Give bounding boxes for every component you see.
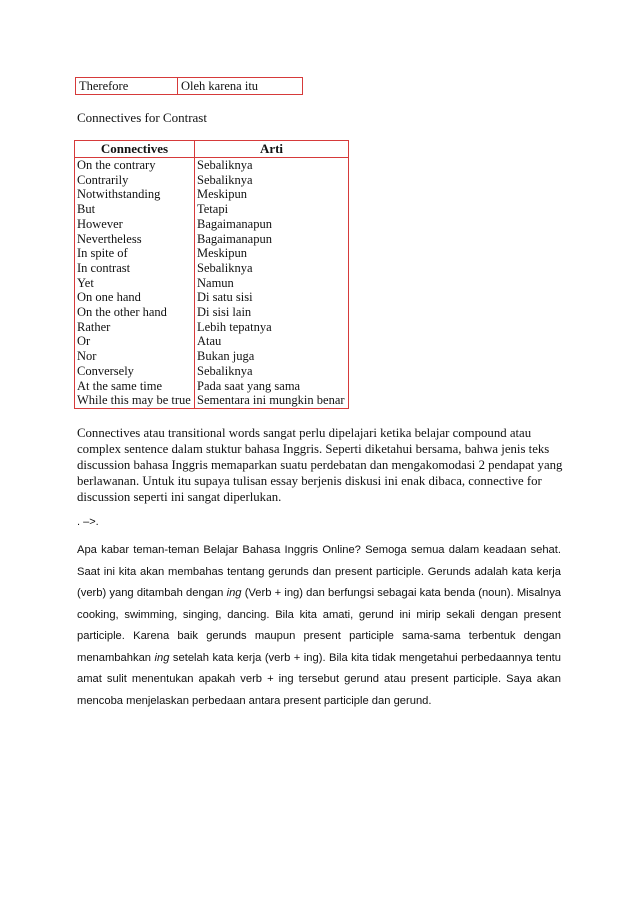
- arti-cell: Tetapi: [197, 202, 229, 217]
- connective-cell: Rather: [75, 320, 195, 335]
- connective-cell: At the same time: [75, 379, 195, 394]
- table-row: [75, 232, 349, 247]
- arti-cell: Lebih tepatnya: [197, 319, 272, 334]
- table-row: [75, 364, 349, 379]
- arti-cell: Di satu sisi: [197, 290, 253, 305]
- arti-cell: Pada saat yang sama: [197, 378, 301, 393]
- arti-cell: Atau: [197, 334, 222, 349]
- paragraph-connectives: Connectives atau transitional words sangat perlu dipelajari ketika belajar compound atau complex sentence dalam stuktur bahasa Inggris. Seperti diketahui bersama, bahwa jenis teks discussion bahasa Inggris memaparkan suatu perdebatan dan mengakomodasi 2 pendapat yang berlawanan. Untuk itu supaya tulisan essay berjenis diskusi ini enak dibaca, connective for discussion seperti ini sangat diperlukan.: [77, 426, 563, 504]
- table-row: [75, 379, 349, 394]
- arti-cell: Sebaliknya: [197, 172, 253, 187]
- connective-cell: However: [75, 217, 195, 232]
- emphasis-ing: ing: [154, 651, 170, 664]
- table-row: [75, 246, 349, 261]
- arti-cell: Bukan juga: [197, 349, 255, 364]
- connective-cell: Or: [75, 334, 195, 349]
- arti-cell: Sebaliknya: [197, 260, 253, 275]
- paragraph-gerunds: [77, 540, 561, 712]
- arti-cell: Sementara ini mungkin benar: [197, 393, 345, 408]
- table-row: [75, 173, 349, 188]
- connective-cell: While this may be true: [75, 393, 195, 408]
- arti-cell: Sebaliknya: [197, 158, 253, 172]
- table-row: [75, 217, 349, 232]
- table-row: [75, 202, 349, 217]
- column-header-connectives: Connectives: [75, 141, 195, 158]
- term-cell: Therefore: [76, 78, 178, 95]
- connective-cell: But: [75, 202, 195, 217]
- table-row: [75, 187, 349, 202]
- connective-cell: Conversely: [75, 364, 195, 379]
- connective-cell: On one hand: [75, 290, 195, 305]
- table-row: [75, 320, 349, 335]
- arrow-note: . –>.: [77, 516, 99, 528]
- table-row: [75, 261, 349, 276]
- paragraph-text: setelah kata kerja (verb + ing). Bila kita tidak mengetahui perbedaannya tentu amat sulit menentukan apakah verb + ing tersebut gerund atau present participle. Saya akan mencoba menjelaskan perbedaan antara present participle dan gerund.: [77, 651, 562, 707]
- table-row: [76, 78, 303, 95]
- table-row: [75, 290, 349, 305]
- therefore-table: [75, 77, 303, 95]
- arti-cell: Sebaliknya: [197, 363, 253, 378]
- connective-cell: In spite of: [75, 246, 195, 261]
- connective-cell: Nor: [75, 349, 195, 364]
- column-header-arti: Arti: [195, 141, 349, 158]
- arti-cell: Meskipun: [197, 246, 247, 261]
- arti-cell: Meskipun: [197, 187, 247, 202]
- arti-cell: Bagaimanapun: [197, 216, 272, 231]
- connective-cell: Notwithstanding: [75, 187, 195, 202]
- paragraph-text: (Verb + ing) dan berfungsi sebagai kata benda (noun). Misalnya cooking, swimming, singing, dancing. Bila kita amati, gerund ini mirip sekali dengan present participle. Karena baik gerunds maupun present participle sama-sama terbentuk dengan menambahkan: [77, 587, 562, 664]
- arti-cell: Namun: [197, 275, 234, 290]
- emphasis-ing: ing: [226, 587, 242, 599]
- connective-cell: On the other hand: [75, 305, 195, 320]
- connective-cell: Contrarily: [75, 173, 195, 188]
- paragraph-text: Apa kabar teman-teman Belajar Bahasa Inggris Online? Semoga semua dalam keadaan sehat. Saat ini kita akan membahas tentang gerunds dan present participle. Gerunds adalah kata kerja (verb) yang ditambah dengan: [77, 544, 561, 599]
- table-row: [75, 393, 349, 408]
- connective-cell: On the contrary: [75, 158, 195, 173]
- table-row: [75, 334, 349, 349]
- arti-cell: Bagaimanapun: [197, 231, 272, 246]
- table-row: [75, 276, 349, 291]
- arti-cell: Di sisi lain: [197, 305, 252, 320]
- connective-cell: Nevertheless: [75, 232, 195, 247]
- connective-cell: In contrast: [75, 261, 195, 276]
- meaning-cell: Oleh karena itu: [178, 78, 303, 95]
- section-title: Connectives for Contrast: [77, 110, 207, 125]
- connectives-table: [74, 140, 349, 409]
- table-row: [75, 158, 349, 173]
- table-body: [75, 158, 349, 409]
- table-row: [75, 349, 349, 364]
- table-row: [75, 305, 349, 320]
- header-row: [75, 141, 349, 158]
- connective-cell: Yet: [75, 276, 195, 291]
